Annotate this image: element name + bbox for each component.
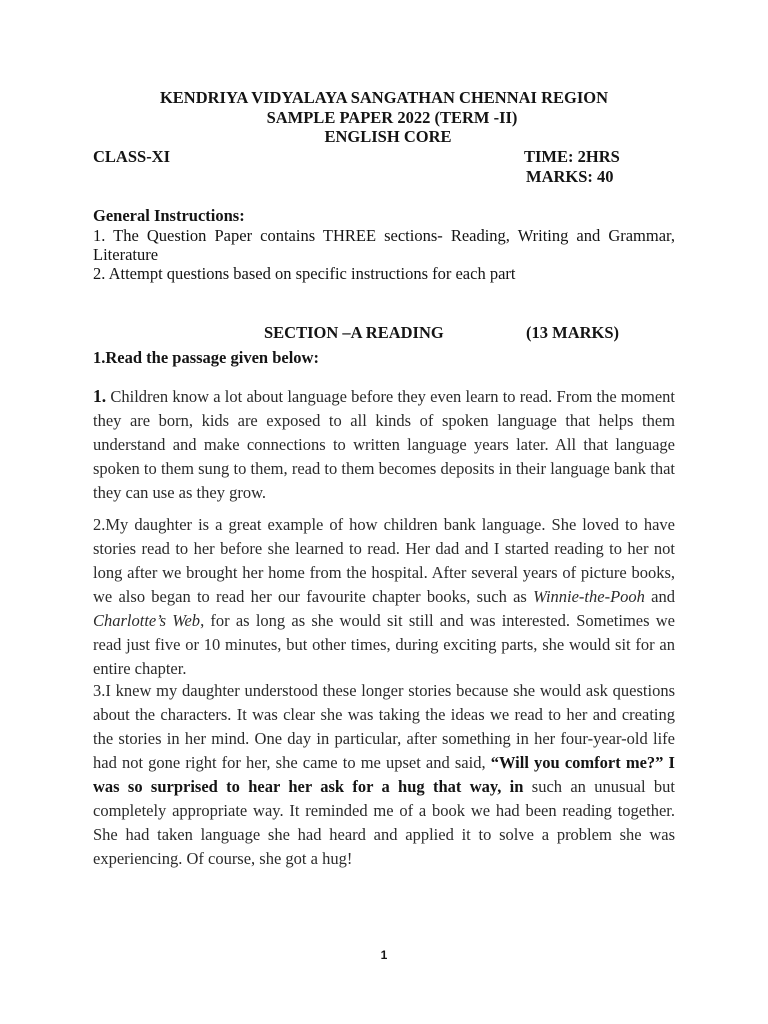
instructions-heading: General Instructions:	[93, 206, 245, 225]
marks-label: MARKS: 40	[526, 167, 614, 186]
paragraph-text: Children know a lot about language before they even learn to read. From the moment they are born, kids are exposed to all kinds of spoken language that helps them understand and make connections to written language years later. All that language spoken to them sung to them, read to them becomes deposits in their language bank that they can use as they grow.	[93, 387, 675, 502]
quoted-speech: “Will you comfort me?” I was so surprised to hear her ask for a hug that way, in	[93, 753, 675, 796]
paragraph-text: 2.My daughter is a great example of how children bank language. She loved to have stories read to her before she learned to read. Her dad and I started reading to her not long after we brought her home from the hospital. After several years of picture books, we also began to read her our favourite chapter books, such as	[93, 515, 675, 606]
time-label: TIME: 2HRS	[524, 147, 620, 166]
passage-paragraph-2	[93, 513, 675, 681]
section-marks: (13 MARKS)	[526, 323, 620, 342]
instruction-item-2: 2. Attempt questions based on specific instructions for each part	[93, 264, 516, 283]
passage-paragraph-1	[93, 384, 675, 505]
class-label: CLASS-XI	[93, 147, 171, 166]
paragraph-text: such an unusual but completely appropriate way. It reminded me of a book we had been reading together. She had taken language she had heard and applied it to solve a problem she was experiencing. Of course, she got a hug!	[93, 777, 675, 868]
passage-paragraph-3	[93, 679, 675, 871]
instruction-item-1: 1. The Question Paper contains THREE sections- Reading, Writing and Grammar, Literature	[93, 226, 675, 264]
book-title-winnie: Winnie-the-Pooh	[533, 587, 645, 606]
paragraph-text: and	[644, 587, 675, 606]
paragraph-text: 3.I knew my daughter understood these longer stories because she would ask questions about the characters. It was clear she was taking the ideas we read to her and creating the stories in her mind. One day in particular, after something in her four-year-old life had not gone right for her, she came to me upset and said,	[93, 681, 675, 772]
paragraph-number: 1.	[93, 386, 107, 406]
header-subject: ENGLISH CORE	[324, 127, 452, 146]
section-title: SECTION –A READING	[264, 323, 444, 342]
header-paper-title: SAMPLE PAPER 2022 (TERM -II)	[266, 108, 518, 127]
page-number: 1	[380, 948, 388, 962]
header-organization: KENDRIYA VIDYALAYA SANGATHAN CHENNAI REGION	[159, 88, 609, 107]
paragraph-text: , for as long as she would sit still and was interested. Sometimes we read just five or 10 minutes, but other times, during exciting parts, she would sit for an entire chapter.	[93, 611, 675, 678]
passage-prompt: 1.Read the passage given below:	[93, 348, 319, 367]
book-title-charlotte: Charlotte’s Web	[93, 611, 201, 630]
